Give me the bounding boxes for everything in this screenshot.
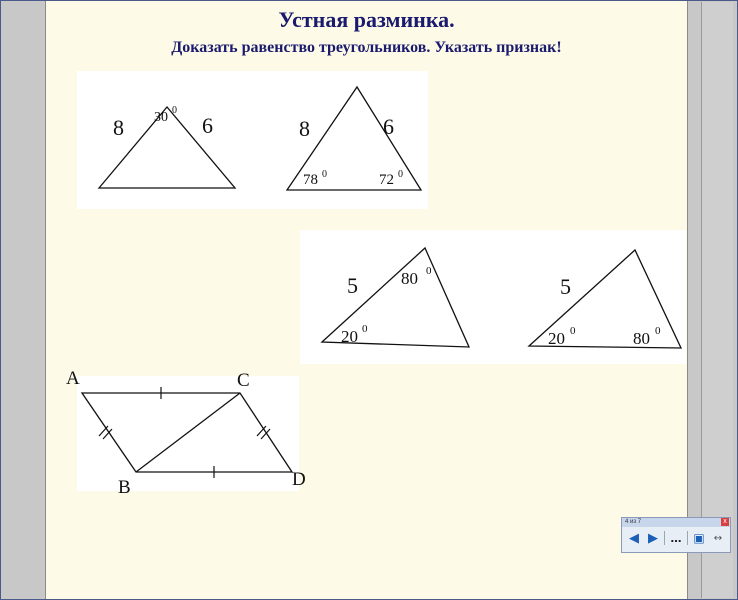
tri2-left-side: 8 — [299, 116, 310, 141]
arrow-left-icon[interactable]: ◀ — [629, 530, 639, 546]
triangles-pair-1 — [77, 71, 428, 209]
triangles-panel-2 — [300, 230, 686, 364]
tri3-deg-bottom: 0 — [362, 323, 368, 335]
tri4-deg-left: 0 — [570, 325, 576, 337]
tri4-angle-left: 20 — [548, 329, 565, 348]
more-icon[interactable]: … — [670, 531, 682, 545]
triangles-pair-2 — [300, 230, 686, 364]
navigator-controls — [622, 527, 730, 549]
arrow-right-icon[interactable]: ▶ — [648, 530, 658, 546]
tri2-deg-right: 0 — [398, 169, 403, 180]
tri1-right-side: 6 — [202, 113, 213, 138]
tri2-angle-left: 78 — [303, 172, 318, 188]
slide-navigator — [621, 517, 731, 553]
divider — [687, 531, 688, 545]
tri4-deg-right: 0 — [655, 325, 661, 337]
vertex-d: D — [292, 469, 306, 490]
vertex-c: C — [237, 370, 250, 391]
vertex-a: A — [66, 368, 80, 389]
tri2-deg-left: 0 — [322, 169, 327, 180]
parallelogram-labels — [46, 361, 346, 501]
tri4-angle-right: 80 — [633, 329, 650, 348]
divider — [664, 531, 665, 545]
resize-icon[interactable]: ↔ — [713, 532, 723, 544]
tri2-right-side: 6 — [383, 114, 394, 139]
vertical-scrollbar[interactable] — [701, 2, 733, 598]
tri3-angle-bottom: 20 — [341, 327, 358, 346]
close-icon[interactable]: x — [721, 518, 729, 526]
slide-subtitle: Доказать равенство треугольников. Указать признак! — [171, 39, 562, 56]
tri2-angle-right: 72 — [379, 172, 394, 188]
triangles-panel-1 — [77, 71, 428, 209]
slide — [45, 1, 688, 599]
tri3-side: 5 — [347, 273, 358, 298]
tri3-deg-top: 0 — [426, 265, 432, 277]
navigator-label: 4 из 7 — [625, 519, 642, 525]
tri1-angle-top: 30 — [154, 110, 168, 125]
screen-icon[interactable]: ▣ — [693, 531, 705, 545]
vertex-b: B — [118, 477, 131, 498]
navigator-header — [622, 518, 730, 527]
tri4-side: 5 — [560, 274, 571, 299]
tri1-left-side: 8 — [113, 115, 124, 140]
tri3-angle-top: 80 — [401, 269, 418, 288]
tri1-deg: 0 — [172, 105, 177, 116]
slide-title: Устная разминка. — [278, 7, 455, 32]
